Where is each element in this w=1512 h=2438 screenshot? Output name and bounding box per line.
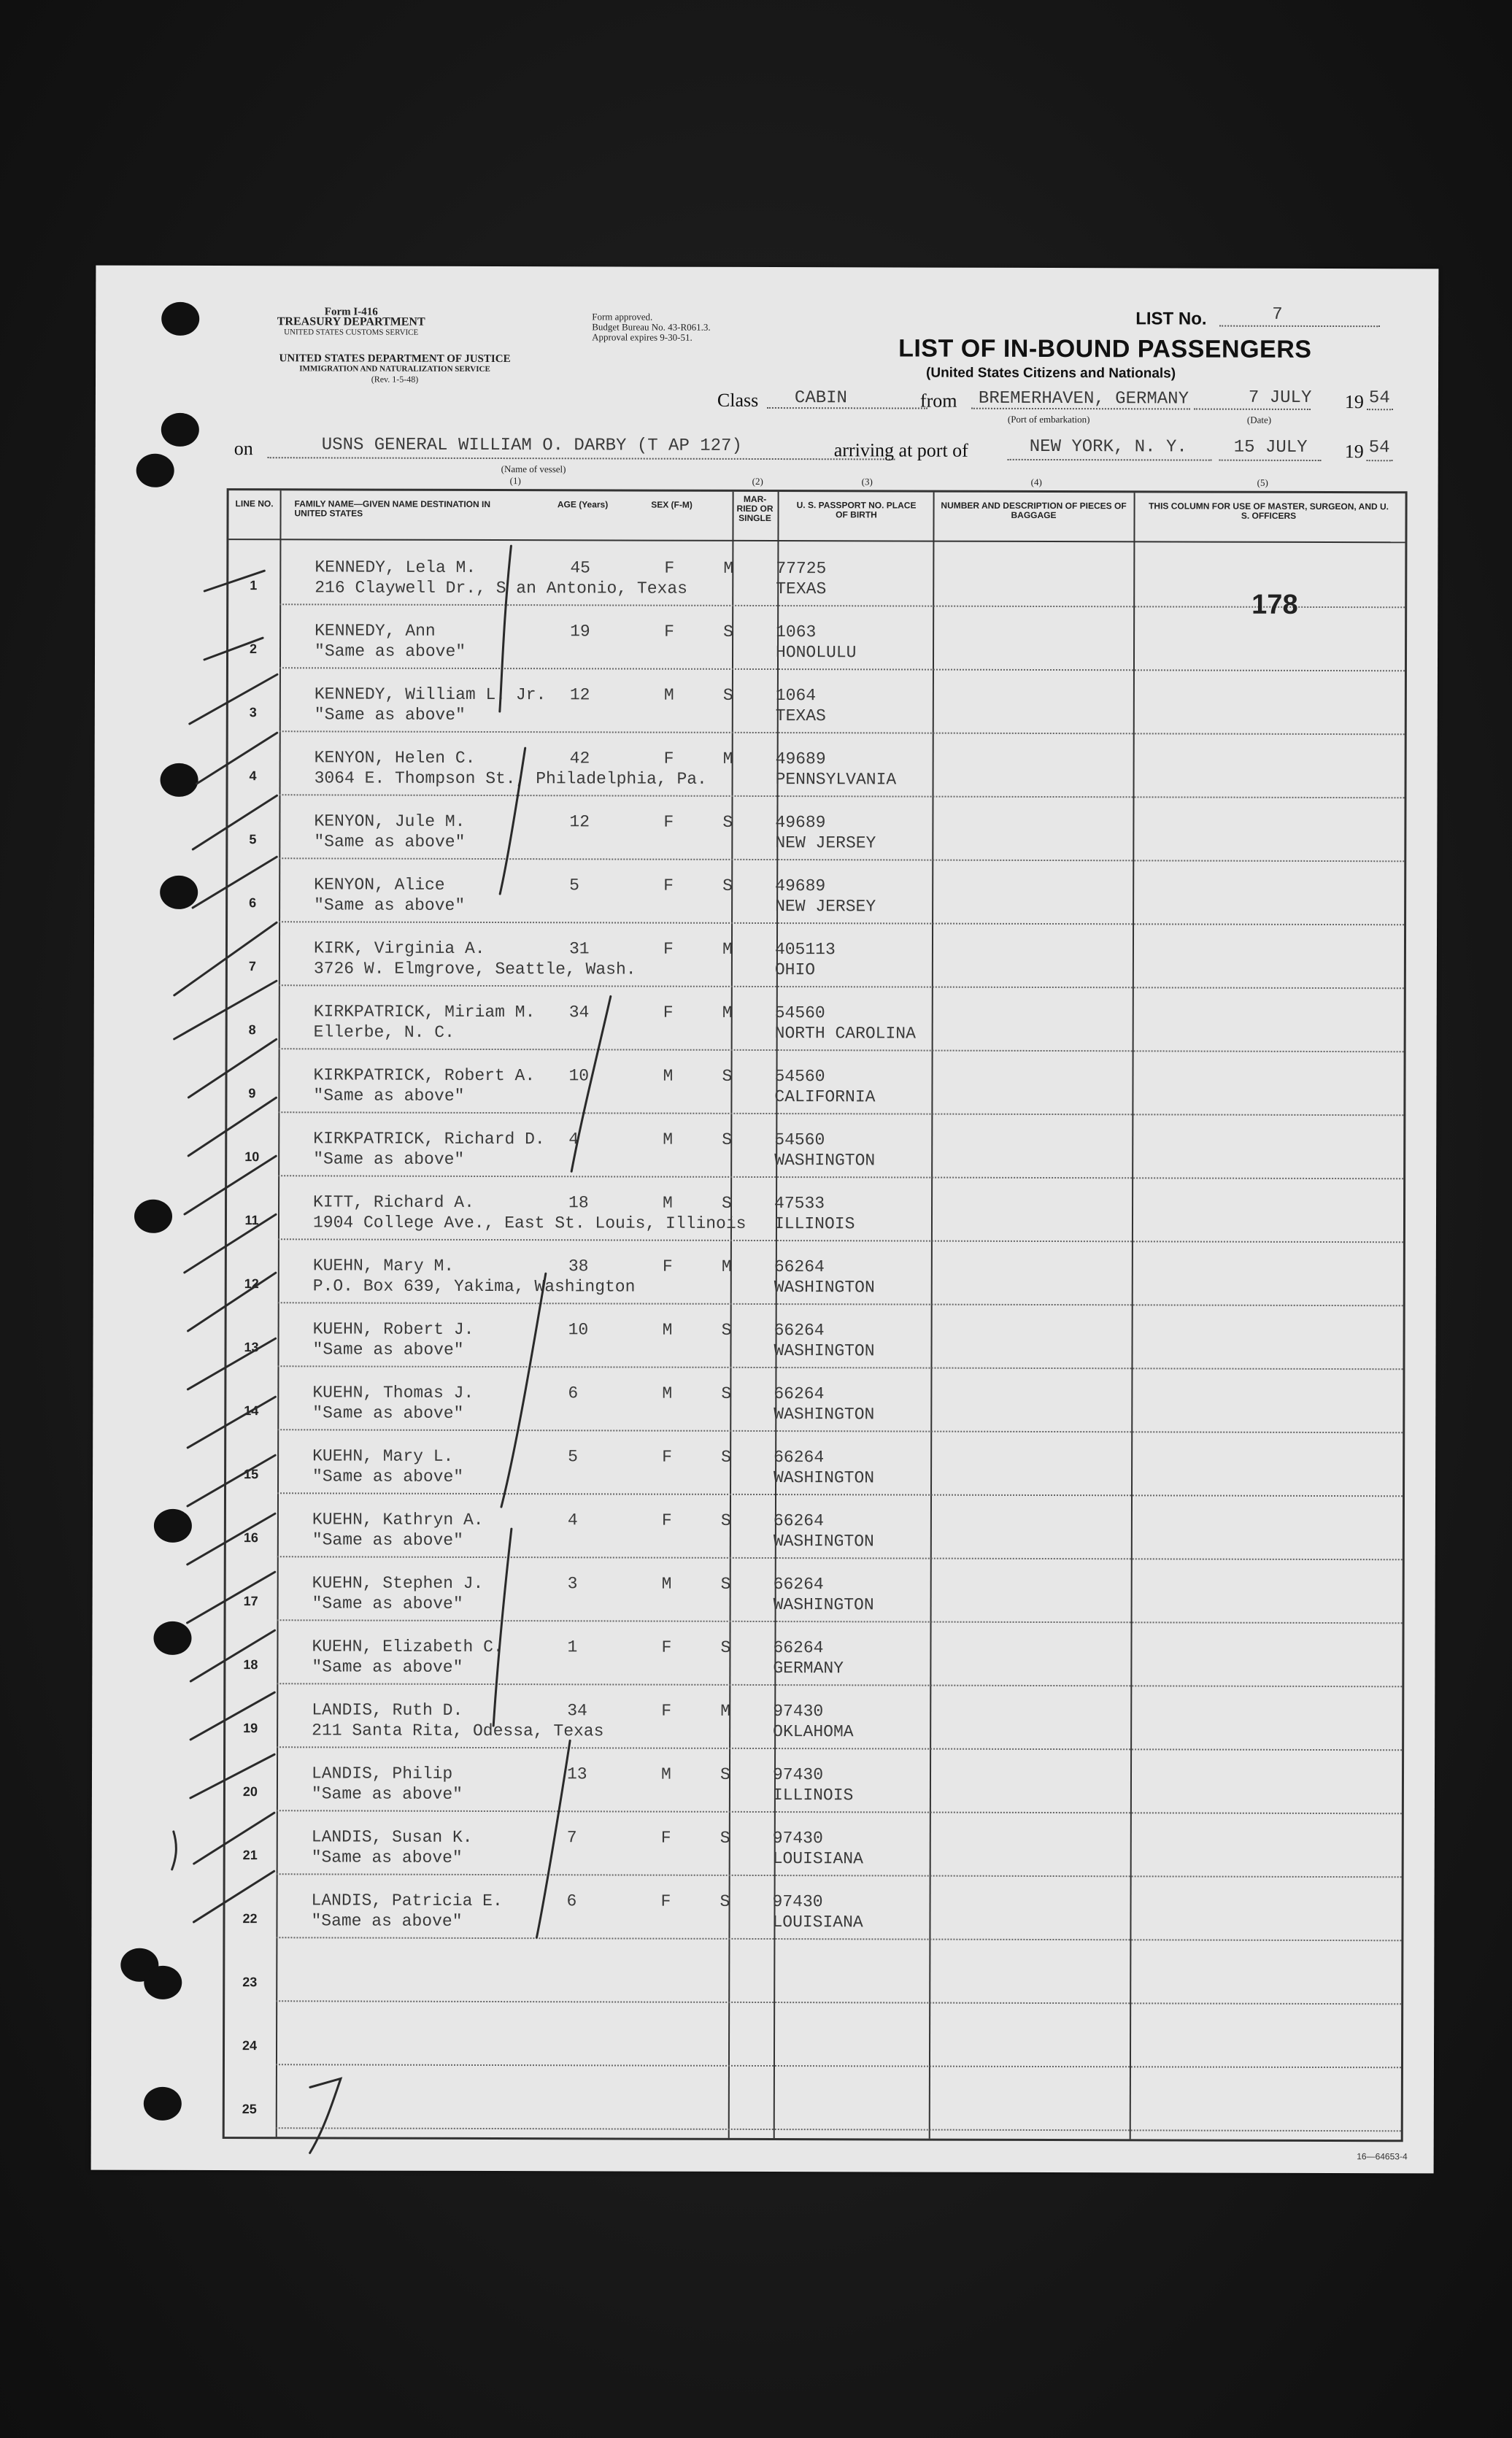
destination: "Same as above" xyxy=(312,1530,463,1550)
col-header-passport: U. S. PASSPORT NO. PLACE OF BIRTH xyxy=(796,500,917,520)
list-subtitle: (United States Citizens and Nationals) xyxy=(926,365,1176,382)
passport-number: 66264 xyxy=(774,1257,825,1277)
line-number: 5 xyxy=(249,832,257,847)
destination: "Same as above" xyxy=(315,641,466,661)
place-of-birth: OKLAHOMA xyxy=(773,1722,854,1742)
marital-status: M xyxy=(720,1701,731,1721)
sex: F xyxy=(660,1828,671,1848)
sex: F xyxy=(664,558,675,578)
place-of-birth: PENNSYLVANIA xyxy=(775,770,897,790)
destination: "Same as above" xyxy=(314,832,466,852)
destination: "Same as above" xyxy=(314,705,466,725)
sex: M xyxy=(662,1384,673,1403)
sex: F xyxy=(663,749,674,768)
line-number: 19 xyxy=(243,1721,258,1736)
date2-year: 54 xyxy=(1368,438,1390,458)
passport-number: 405113 xyxy=(774,940,836,960)
place-of-birth: ILLINOIS xyxy=(772,1786,854,1805)
port-value: NEW YORK, N. Y. xyxy=(1029,436,1187,458)
passport-number: 66264 xyxy=(774,1448,825,1467)
passenger-name: KUEHN, Kathryn A. xyxy=(312,1510,484,1529)
passport-number: 1064 xyxy=(775,686,817,706)
line-number: 18 xyxy=(243,1657,258,1673)
sex: F xyxy=(661,1701,672,1721)
passenger-name: LANDIS, Susan K. xyxy=(311,1827,473,1847)
passport-number: 66264 xyxy=(773,1575,824,1594)
line-number: 16 xyxy=(243,1530,258,1546)
destination: Ellerbe, N. C. xyxy=(313,1022,455,1042)
col-header-name: FAMILY NAME—GIVEN NAME DESTINATION IN UNITED STATES xyxy=(294,498,491,519)
class-label: Class xyxy=(717,389,759,411)
marital-status: M xyxy=(722,749,733,768)
marital-status: S xyxy=(721,1447,731,1467)
destination: 1904 College Ave., East St. Louis, Illinois xyxy=(312,1213,747,1233)
place-of-birth: WASHINGTON xyxy=(774,1405,875,1424)
from-caption: (Port of embarkation) xyxy=(1007,413,1090,425)
passenger-name: KUEHN, Mary L. xyxy=(312,1446,454,1466)
destination: 211 Santa Rita, Odessa, Texas xyxy=(312,1721,604,1741)
marital-status: M xyxy=(721,1257,732,1276)
age: 4 xyxy=(567,1511,578,1530)
passport-number: 54560 xyxy=(774,1003,825,1023)
approval-line-3: Approval expires 9-30-51. xyxy=(592,331,693,343)
passport-number: 49689 xyxy=(775,876,826,896)
form-footer-code: 16—64653-4 xyxy=(1357,2151,1408,2162)
age: 10 xyxy=(568,1066,590,1086)
list-no-label: LIST No. xyxy=(1135,309,1207,329)
col-header-sex: SEX (F-M) xyxy=(651,499,693,510)
age: 18 xyxy=(568,1193,589,1213)
place-of-birth: WASHINGTON xyxy=(773,1532,874,1551)
vessel-value: USNS GENERAL WILLIAM O. DARBY (T AP 127) xyxy=(321,435,742,456)
col-header-married: MAR-RIED OR SINGLE xyxy=(736,493,774,524)
passport-number: 66264 xyxy=(773,1638,824,1658)
place-of-birth: TEXAS xyxy=(775,706,826,726)
destination: 216 Claywell Dr., S an Antonio, Texas xyxy=(315,578,687,598)
date2-value: 15 JULY xyxy=(1233,437,1308,458)
passenger-name: KITT, Richard A. xyxy=(313,1192,474,1212)
age: 42 xyxy=(569,749,590,768)
sex: F xyxy=(663,1003,674,1022)
marital-status: S xyxy=(720,1574,731,1594)
passport-number: 77725 xyxy=(776,559,827,579)
passport-number: 54560 xyxy=(774,1067,825,1087)
date1-year: 54 xyxy=(1368,388,1390,409)
passenger-name: KENYON, Jule M. xyxy=(314,811,466,831)
age: 7 xyxy=(566,1828,577,1848)
passenger-name: KENNEDY, Lela M. xyxy=(315,558,477,577)
age: 12 xyxy=(569,812,590,832)
destination: "Same as above" xyxy=(311,1911,463,1931)
customs-service: UNITED STATES CUSTOMS SERVICE xyxy=(284,328,419,337)
line-number: 15 xyxy=(244,1467,259,1482)
passenger-name: KIRKPATRICK, Richard D. xyxy=(313,1129,545,1149)
line-number: 4 xyxy=(249,768,257,784)
line-number: 24 xyxy=(242,2038,258,2053)
marital-status: S xyxy=(720,1828,730,1848)
ins-service: IMMIGRATION AND NATURALIZATION SERVICE xyxy=(299,364,490,374)
age: 10 xyxy=(568,1320,589,1340)
marital-status: S xyxy=(722,685,733,705)
passport-number: 49689 xyxy=(775,749,826,769)
place-of-birth: CALIFORNIA xyxy=(774,1087,876,1107)
marital-status: S xyxy=(722,812,733,832)
place-of-birth: NORTH CAROLINA xyxy=(774,1024,916,1044)
class-value: CABIN xyxy=(794,388,847,409)
age: 31 xyxy=(568,939,590,959)
age: 3 xyxy=(567,1574,578,1594)
line-number: 12 xyxy=(244,1276,259,1292)
sex: F xyxy=(663,876,674,895)
destination: "Same as above" xyxy=(312,1467,464,1486)
line-number: 7 xyxy=(248,959,256,974)
manifest-sheet xyxy=(91,266,1439,2174)
marital-status: S xyxy=(722,1193,732,1213)
line-number: 6 xyxy=(249,895,257,911)
age: 34 xyxy=(567,1701,587,1721)
destination: P.O. Box 639, Yakima, Washington xyxy=(312,1276,636,1297)
arriving-label: arriving at port of xyxy=(833,439,968,461)
place-of-birth: WASHINGTON xyxy=(774,1151,876,1170)
line-number: 3 xyxy=(249,705,257,720)
line-number: 23 xyxy=(242,1975,258,1990)
date1-caption: (Date) xyxy=(1246,414,1272,425)
destination: "Same as above" xyxy=(314,895,466,915)
sex: M xyxy=(663,685,674,705)
place-of-birth: LOUISIANA xyxy=(772,1913,863,1932)
marital-status: S xyxy=(722,1066,733,1086)
sex: F xyxy=(660,1891,671,1911)
age: 38 xyxy=(568,1257,589,1276)
passenger-name: KUEHN, Robert J. xyxy=(312,1319,474,1339)
passenger-name: KUEHN, Mary M. xyxy=(312,1256,455,1276)
age: 45 xyxy=(570,558,590,578)
age: 6 xyxy=(568,1384,579,1403)
line-number: 1 xyxy=(250,578,258,593)
justice-dept: UNITED STATES DEPARTMENT OF JUSTICE xyxy=(279,352,511,366)
passenger-name: LANDIS, Patricia E. xyxy=(311,1891,503,1911)
passport-number: 47533 xyxy=(774,1194,825,1214)
passport-number: 54560 xyxy=(774,1130,825,1150)
form-number: Form I-416 xyxy=(324,306,378,318)
passport-number: 49689 xyxy=(775,813,826,833)
destination: "Same as above" xyxy=(313,1086,465,1106)
age: 6 xyxy=(566,1891,577,1911)
sex: F xyxy=(663,812,674,832)
passport-number: 66264 xyxy=(774,1384,825,1404)
place-of-birth: WASHINGTON xyxy=(773,1595,874,1615)
passenger-name: KIRK, Virginia A. xyxy=(313,938,485,958)
marital-status: S xyxy=(722,876,733,895)
colnum-2: (2) xyxy=(752,475,763,487)
sex: M xyxy=(663,1130,674,1149)
colnum-1: (1) xyxy=(509,475,521,487)
place-of-birth: NEW JERSEY xyxy=(775,897,876,917)
passport-number: 66264 xyxy=(774,1321,825,1340)
passport-number: 1063 xyxy=(776,622,817,642)
line-number: 9 xyxy=(248,1086,256,1101)
place-of-birth: HONOLULU xyxy=(776,643,857,663)
place-of-birth: LOUISIANA xyxy=(772,1849,863,1869)
line-number: 2 xyxy=(250,641,258,657)
destination: "Same as above" xyxy=(312,1594,463,1613)
colnum-5: (5) xyxy=(1257,477,1268,488)
sex: F xyxy=(662,1447,672,1467)
age: 13 xyxy=(566,1764,587,1784)
age: 12 xyxy=(569,685,590,705)
age: 4 xyxy=(568,1130,579,1149)
destination: "Same as above" xyxy=(312,1657,463,1677)
from-label: from xyxy=(919,390,957,412)
line-number: 11 xyxy=(244,1213,259,1228)
sex: F xyxy=(664,622,674,641)
sex: F xyxy=(661,1511,672,1530)
treasury-dept: TREASURY DEPARTMENT xyxy=(277,315,425,328)
col-header-age: AGE (Years) xyxy=(557,499,609,510)
passport-number: 66264 xyxy=(773,1511,824,1531)
place-of-birth: WASHINGTON xyxy=(774,1468,875,1488)
place-of-birth: NEW JERSEY xyxy=(775,833,876,853)
handwritten-check-marks xyxy=(91,266,1439,2174)
form-revision: (Rev. 1-5-48) xyxy=(371,374,419,385)
passport-number: 97430 xyxy=(773,1702,824,1721)
destination: 3726 W. Elmgrove, Seattle, Wash. xyxy=(313,959,636,979)
sex: F xyxy=(661,1637,672,1657)
place-of-birth: ILLINOIS xyxy=(774,1214,855,1234)
marital-status: M xyxy=(723,558,734,578)
marital-status: S xyxy=(720,1891,730,1911)
marital-status: S xyxy=(723,622,733,641)
marital-status: S xyxy=(720,1511,731,1530)
destination: "Same as above" xyxy=(313,1149,465,1169)
passenger-name: KENYON, Helen C. xyxy=(314,748,476,768)
passenger-name: KUEHN, Elizabeth C. xyxy=(312,1637,504,1657)
destination: "Same as above" xyxy=(312,1403,464,1423)
passenger-name: KENNEDY, Ann xyxy=(315,621,436,641)
line-number: 14 xyxy=(244,1403,259,1419)
colnum-3: (3) xyxy=(861,476,873,487)
passport-number: 97430 xyxy=(772,1829,823,1848)
date1-value: 7 JULY xyxy=(1248,387,1312,408)
place-of-birth: WASHINGTON xyxy=(774,1278,875,1297)
line-number: 17 xyxy=(243,1594,258,1609)
passenger-name: KIRKPATRICK, Miriam M. xyxy=(313,1002,536,1022)
colnum-4: (4) xyxy=(1030,476,1042,487)
line-number: 25 xyxy=(242,2102,257,2117)
sex: M xyxy=(661,1574,672,1594)
marital-status: S xyxy=(721,1384,732,1403)
age: 1 xyxy=(567,1637,578,1657)
place-of-birth: TEXAS xyxy=(776,579,827,599)
sex: M xyxy=(663,1193,673,1213)
sex: F xyxy=(663,939,674,959)
place-of-birth: WASHINGTON xyxy=(774,1341,875,1361)
destination: 3064 E. Thompson St., Philadelphia, Pa. xyxy=(314,768,707,789)
passport-number: 97430 xyxy=(772,1765,824,1785)
approval-line-2: Budget Bureau No. 43-R061.3. xyxy=(592,321,711,333)
officer-stamp-number: 178 xyxy=(1251,589,1298,620)
col-header-baggage: NUMBER AND DESCRIPTION OF PIECES OF BAGGAGE xyxy=(941,500,1127,521)
sex: F xyxy=(662,1257,673,1276)
sex: M xyxy=(663,1066,674,1086)
marital-status: S xyxy=(720,1637,731,1657)
line-number: 20 xyxy=(242,1784,258,1799)
marital-status: S xyxy=(722,1130,733,1149)
passenger-name: LANDIS, Ruth D. xyxy=(312,1700,463,1720)
passenger-name: KUEHN, Stephen J. xyxy=(312,1573,484,1593)
date1-year-prefix: 19 xyxy=(1344,391,1364,413)
destination: "Same as above" xyxy=(311,1784,463,1804)
on-label: on xyxy=(234,438,253,460)
list-title: LIST OF IN-BOUND PASSENGERS xyxy=(898,334,1312,363)
col-header-line-no: LINE NO. xyxy=(235,498,274,509)
line-number: 10 xyxy=(244,1149,260,1165)
approval-line-1: Form approved. xyxy=(592,311,653,323)
from-value: BREMERHAVEN, GERMANY xyxy=(978,388,1189,409)
line-number: 13 xyxy=(244,1340,259,1355)
date2-year-prefix: 19 xyxy=(1344,441,1364,463)
destination: "Same as above" xyxy=(311,1848,463,1867)
list-no-value: 7 xyxy=(1272,304,1283,325)
marital-status: S xyxy=(720,1764,730,1784)
sex: M xyxy=(662,1320,673,1340)
marital-status: S xyxy=(721,1320,732,1340)
line-number: 8 xyxy=(248,1022,256,1038)
age: 5 xyxy=(569,876,580,895)
place-of-birth: GERMANY xyxy=(773,1659,844,1678)
marital-status: M xyxy=(722,1003,733,1022)
passenger-name: KENNEDY, William L. Jr. xyxy=(314,684,547,705)
col-header-officers: THIS COLUMN FOR USE OF MASTER, SURGEON, AND U. S. OFFICERS xyxy=(1149,501,1389,521)
passenger-name: KIRKPATRICK, Robert A. xyxy=(313,1065,536,1086)
destination: "Same as above" xyxy=(312,1340,464,1359)
age: 5 xyxy=(568,1447,578,1467)
age: 34 xyxy=(568,1003,590,1022)
line-number: 22 xyxy=(242,1911,258,1926)
line-number: 21 xyxy=(242,1848,258,1863)
place-of-birth: OHIO xyxy=(774,960,816,980)
sex: M xyxy=(660,1764,671,1784)
vessel-caption: (Name of vessel) xyxy=(501,463,566,475)
marital-status: M xyxy=(722,939,733,959)
age: 19 xyxy=(570,622,590,641)
passport-number: 97430 xyxy=(772,1892,823,1912)
passenger-name: KUEHN, Thomas J. xyxy=(312,1383,474,1403)
passenger-name: KENYON, Alice xyxy=(314,875,445,895)
passenger-name: LANDIS, Philip xyxy=(311,1764,453,1783)
